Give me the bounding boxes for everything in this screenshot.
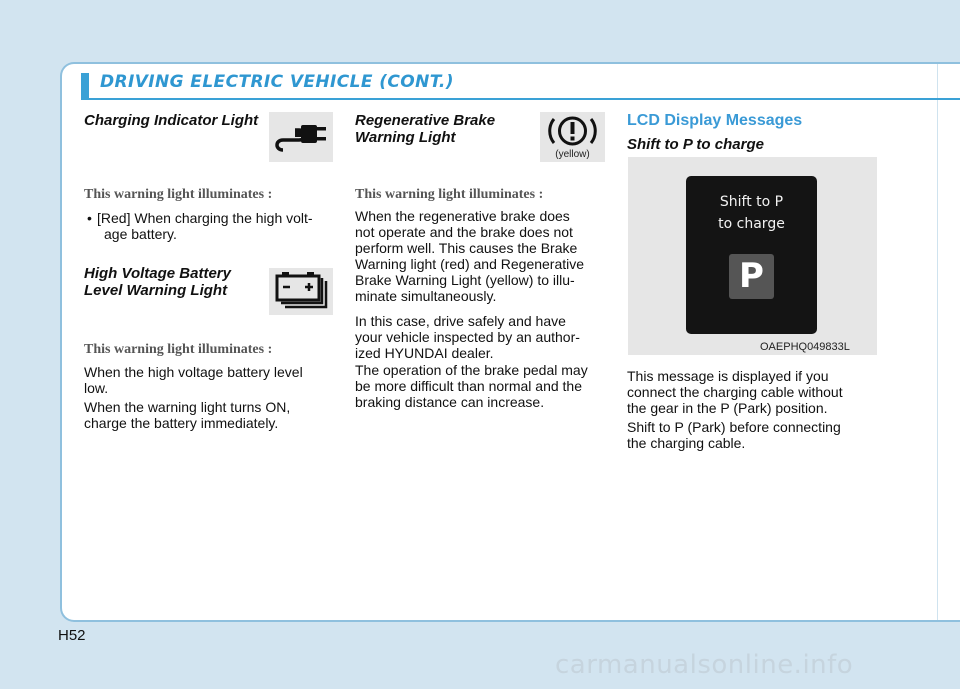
image-code-caption: OAEPHQ049833L [760,341,850,353]
hv-paragraph-1 [84,364,334,396]
section-header-title: DRIVING ELECTRIC VEHICLE (CONT.) [100,72,454,92]
shift-to-p-subtitle: Shift to P to charge [627,136,764,153]
charging-illuminates-heading: This warning light illuminates : [84,187,273,202]
regen-p1-line: perform well. This causes the Brake [355,240,578,256]
regen-illuminates-heading: This warning light illuminates : [355,187,544,202]
charging-bullet-line-2: age battery. [104,226,177,242]
charging-icon-box [269,112,333,162]
hv-battery-title-line-1: High Voltage Battery [84,265,231,282]
regen-p1-line: Brake Warning Light (yellow) to illu- [355,272,575,288]
right-margin-rule [937,64,938,620]
hv-p1-line-1: When the high voltage battery level [84,364,303,380]
regen-p2-line: In this case, drive safely and have [355,313,566,329]
battery-level-icon [269,268,333,315]
hv-p2-line-2: charge the battery immediately. [84,415,279,431]
regen-paragraph-1 [355,208,605,304]
lcd-message-line-2: to charge [718,216,785,232]
lcd-p2-line: the charging cable. [627,435,746,451]
regen-p3-line: be more difficult than normal and the [355,378,582,394]
lcd-p1-line: the gear in the P (Park) position. [627,400,828,416]
hv-battery-title-line-2: Level Warning Light [84,282,228,299]
lcd-p1-line: This message is displayed if you [627,368,829,384]
regen-p3-line: The operation of the brake pedal may [355,362,588,378]
bullet-dot: • [87,210,92,226]
regen-p1-line: minate simultaneously. [355,288,497,304]
regen-p1-line: not operate and the brake does not [355,224,573,240]
regen-p3-line: braking distance can increase. [355,394,545,410]
brake-warning-icon [540,112,605,150]
regen-p2-line: your vehicle inspected by an author- [355,329,580,345]
header-underline [81,98,960,100]
charging-bullet-line-1: [Red] When charging the high volt- [97,210,313,226]
lcd-p1-line: connect the charging cable without [627,384,843,400]
charging-bullet [84,210,334,242]
regen-paragraph-2 [355,313,605,361]
regen-p2-line: ized HYUNDAI dealer. [355,345,494,361]
hv-illuminates-heading: This warning light illuminates : [84,342,273,357]
charging-indicator-title: Charging Indicator Light [84,112,259,129]
hv-p2-line-1: When the warning light turns ON, [84,399,291,415]
hv-paragraph-2 [84,399,334,431]
regen-p1-line: When the regenerative brake does [355,208,570,224]
regen-brake-title [355,112,495,146]
hv-battery-title [84,265,231,299]
yellow-caption: (yellow) [555,149,590,160]
lcd-paragraph-2 [627,419,878,451]
charging-plug-icon [269,112,333,162]
site-watermark: carmanualsonline.info [555,650,854,680]
park-gear-indicator: P [729,254,774,299]
regen-p1-line: Warning light (red) and Regenerative [355,256,585,272]
lcd-messages-title: LCD Display Messages [627,112,803,129]
regen-paragraph-3 [355,362,605,410]
lcd-p2-line: Shift to P (Park) before connecting [627,419,841,435]
battery-icon-box [269,268,333,315]
lcd-paragraph-1 [627,368,878,416]
regen-title-line-1: Regenerative Brake [355,112,496,129]
header-accent-bar [81,73,89,99]
hv-p1-line-2: low. [84,380,109,396]
regen-title-line-2: Warning Light [355,129,456,146]
lcd-message-line-1: Shift to P [719,194,784,210]
page-number: H52 [58,627,86,644]
regen-icon-box [540,112,605,162]
